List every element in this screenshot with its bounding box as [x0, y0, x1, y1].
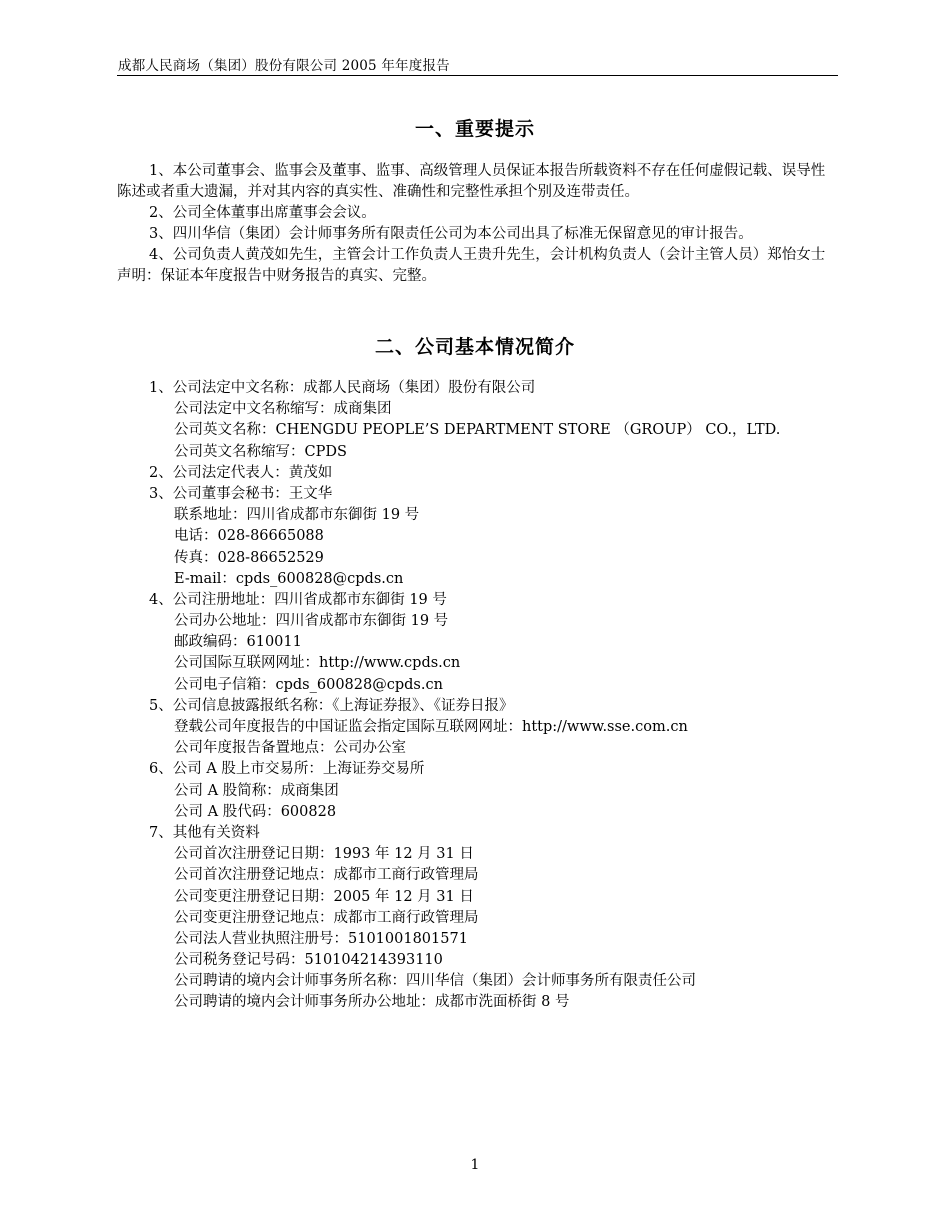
- page-header: 成都人民商场（集团）股份有限公司 2005 年年度报告: [118, 58, 450, 74]
- notice-paragraph-3: 3、四川华信（集团）会计师事务所有限责任公司为本公司出具了标准无保留意见的审计报告。: [149, 226, 753, 242]
- info-line: 2、公司法定代表人：黄茂如: [149, 464, 333, 481]
- info-line: 公司英文名称缩写：CPDS: [174, 443, 347, 460]
- info-line: 5、公司信息披露报纸名称：《上海证券报》、《证券日报》: [149, 697, 514, 714]
- info-line: 公司年度报告备置地点：公司办公室: [174, 740, 406, 757]
- info-line: 公司法定中文名称缩写：成商集团: [174, 401, 392, 418]
- info-line: 公司英文名称：CHENGDU PEOPLE’S DEPARTMENT STORE （GROUP） CO.，LTD.: [174, 422, 781, 439]
- info-line: 公司变更注册登记地点：成都市工商行政管理局: [174, 909, 479, 926]
- info-line: 公司办公地址：四川省成都市东御街 19 号: [174, 613, 449, 630]
- section-title-important-notice: 一、重要提示: [414, 118, 535, 140]
- info-line: 公司首次注册登记地点：成都市工商行政管理局: [174, 867, 479, 884]
- info-line: 公司税务登记号码：510104214393110: [174, 952, 443, 969]
- info-line: E-mail：cpds_600828@cpds.cn: [174, 570, 404, 587]
- info-line: 公司 A 股代码：600828: [174, 803, 337, 820]
- info-line: 邮政编码：610011: [174, 634, 302, 651]
- info-line: 公司变更注册登记日期：2005 年 12 月 31 日: [174, 888, 474, 905]
- info-line: 联系地址：四川省成都市东御街 19 号: [174, 507, 420, 524]
- company-info-list: [117, 378, 831, 1014]
- info-line: 电话：028-86665088: [174, 528, 324, 545]
- info-line: 4、公司注册地址：四川省成都市东御街 19 号: [149, 591, 447, 608]
- info-line: 公司法人营业执照注册号：5101001801571: [174, 930, 468, 947]
- section-title-company-profile: 二、公司基本情况简介: [374, 336, 575, 358]
- info-line: 公司电子信箱：cpds_600828@cpds.cn: [174, 676, 443, 693]
- info-line: 登载公司年度报告的中国证监会指定国际互联网网址：http://www.sse.com.cn: [174, 719, 688, 735]
- notice-paragraph-4: 4、公司负责人黄茂如先生，主管会计工作负责人王贵升先生，会计机构负责人（会计主管人员）郑怡女士声明：保证本年度报告中财务报告的真实、完整。: [117, 247, 826, 284]
- info-line: 传真：028-86652529: [174, 549, 324, 566]
- info-line: 6、公司 A 股上市交易所：上海证券交易所: [149, 761, 425, 778]
- info-line: 7、其他有关资料: [149, 824, 260, 841]
- info-line: 公司聘请的境内会计师事务所名称：四川华信（集团）会计师事务所有限责任公司: [174, 973, 696, 990]
- notice-paragraph-1: 1、本公司董事会、监事会及董事、监事、高级管理人员保证本报告所载资料不存在任何虚假记载、误导性陈述或者重大遗漏，并对其内容的真实性、准确性和完整性承担个别及连带责任。: [117, 163, 826, 200]
- info-line: 公司聘请的境内会计师事务所办公地址：成都市洗面桥街 8 号: [174, 994, 570, 1011]
- info-line: 公司首次注册登记日期：1993 年 12 月 31 日: [174, 846, 474, 863]
- info-line: 公司 A 股简称：成商集团: [174, 782, 339, 799]
- info-line: 公司国际互联网网址：http://www.cpds.cn: [174, 655, 461, 672]
- page-number: 1: [470, 1157, 480, 1173]
- notice-paragraph-2: 2、公司全体董事出席董事会会议。: [149, 205, 376, 221]
- info-line: 3、公司董事会秘书：王文华: [149, 485, 333, 502]
- header-rule: [117, 75, 838, 76]
- info-line: 1、公司法定中文名称：成都人民商场（集团）股份有限公司: [149, 380, 536, 396]
